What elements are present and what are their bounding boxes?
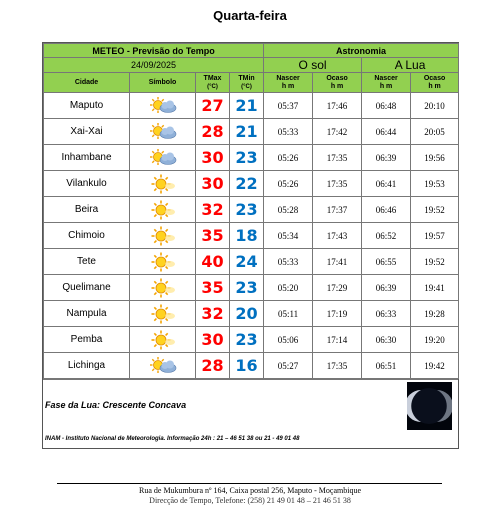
moon-set-cell: 20:05 bbox=[411, 119, 459, 145]
table-row bbox=[44, 119, 459, 145]
city-cell: Chimoio bbox=[44, 223, 130, 249]
weather-symbol bbox=[130, 145, 196, 171]
weather-symbol bbox=[130, 197, 196, 223]
sun-set-cell: 17:41 bbox=[313, 249, 362, 275]
city-cell: Pemba bbox=[44, 327, 130, 353]
moon-phase-row bbox=[43, 379, 458, 440]
sun-set-cell: 17:43 bbox=[313, 223, 362, 249]
forecast-sheet bbox=[42, 42, 459, 449]
astronomy-title: Astronomia bbox=[264, 44, 459, 58]
sun-set-cell: 17:46 bbox=[313, 93, 362, 119]
sun-rise-cell: 05:37 bbox=[264, 93, 313, 119]
sun-set-cell: 17:35 bbox=[313, 171, 362, 197]
sun-icon bbox=[130, 252, 195, 272]
moon-rise-cell: 06:48 bbox=[362, 93, 411, 119]
moon-set-cell: 19:56 bbox=[411, 145, 459, 171]
moon-rise-cell: 06:51 bbox=[362, 353, 411, 379]
sun-cloud-icon bbox=[130, 148, 195, 168]
sun-cloud-icon bbox=[130, 96, 195, 116]
moon-phase-label: Fase da Lua: bbox=[45, 400, 101, 410]
moon-set-cell: 19:52 bbox=[411, 197, 459, 223]
col-symbol: Símbolo bbox=[130, 73, 196, 93]
tmax-cell: 32 bbox=[196, 301, 230, 327]
tmin-cell: 24 bbox=[230, 249, 264, 275]
moon-rise-cell: 06:55 bbox=[362, 249, 411, 275]
sun-set-cell: 17:19 bbox=[313, 301, 362, 327]
col-sun-rise: Nascer h m bbox=[264, 73, 313, 93]
moon-rise-cell: 06:46 bbox=[362, 197, 411, 223]
tmax-cell: 35 bbox=[196, 223, 230, 249]
weather-symbol bbox=[130, 327, 196, 353]
weather-symbol bbox=[130, 353, 196, 379]
footer-address: Rua de Mukumbura nº 164, Caixa postal 256, Maputo - Moçambique bbox=[139, 486, 361, 495]
col-moon-rise: Nascer h m bbox=[362, 73, 411, 93]
sun-rise-cell: 05:34 bbox=[264, 223, 313, 249]
tmin-cell: 16 bbox=[230, 353, 264, 379]
sun-rise-cell: 05:26 bbox=[264, 171, 313, 197]
forecast-title: METEO - Previsão do Tempo bbox=[44, 44, 264, 58]
tmin-cell: 23 bbox=[230, 327, 264, 353]
table-row bbox=[44, 197, 459, 223]
city-cell: Tete bbox=[44, 249, 130, 275]
table-row bbox=[44, 353, 459, 379]
col-city: Cidade bbox=[44, 73, 130, 93]
moon-set-cell: 19:57 bbox=[411, 223, 459, 249]
sun-icon bbox=[130, 278, 195, 298]
footer-contacts: Direcção de Tempo, Telefone: (258) 21 49 01 48 – 21 46 51 38 bbox=[149, 496, 351, 505]
footer-divider bbox=[57, 483, 442, 484]
moon-rise-cell: 06:39 bbox=[362, 275, 411, 301]
sun-rise-cell: 05:27 bbox=[264, 353, 313, 379]
col-tmin: TMin (°C) bbox=[230, 73, 264, 93]
sun-set-cell: 17:14 bbox=[313, 327, 362, 353]
city-cell: Maputo bbox=[44, 93, 130, 119]
tmax-cell: 40 bbox=[196, 249, 230, 275]
tmax-cell: 30 bbox=[196, 327, 230, 353]
sun-set-cell: 17:42 bbox=[313, 119, 362, 145]
weather-symbol bbox=[130, 301, 196, 327]
tmax-cell: 35 bbox=[196, 275, 230, 301]
moon-rise-cell: 06:44 bbox=[362, 119, 411, 145]
moon-rise-cell: 06:52 bbox=[362, 223, 411, 249]
moon-rise-cell: 06:30 bbox=[362, 327, 411, 353]
moon-set-cell: 20:10 bbox=[411, 93, 459, 119]
sun-cloud-icon bbox=[130, 122, 195, 142]
table-row bbox=[44, 93, 459, 119]
tmin-cell: 23 bbox=[230, 197, 264, 223]
city-cell: Lichinga bbox=[44, 353, 130, 379]
sun-set-cell: 17:29 bbox=[313, 275, 362, 301]
city-cell: Xai-Xai bbox=[44, 119, 130, 145]
table-row bbox=[44, 327, 459, 353]
sun-rise-cell: 05:33 bbox=[264, 249, 313, 275]
moon-rise-cell: 06:39 bbox=[362, 145, 411, 171]
col-tmax: TMax (°C) bbox=[196, 73, 230, 93]
city-cell: Vilankulo bbox=[44, 171, 130, 197]
tmin-cell: 20 bbox=[230, 301, 264, 327]
weather-symbol bbox=[130, 171, 196, 197]
tmin-cell: 21 bbox=[230, 119, 264, 145]
tmax-cell: 28 bbox=[196, 119, 230, 145]
weather-symbol bbox=[130, 119, 196, 145]
forecast-table bbox=[43, 43, 459, 379]
moon-phase-image bbox=[407, 382, 452, 430]
col-moon-set: Ocaso h m bbox=[411, 73, 459, 93]
moon-set-cell: 19:42 bbox=[411, 353, 459, 379]
table-row bbox=[44, 223, 459, 249]
tmin-cell: 23 bbox=[230, 145, 264, 171]
moon-rise-cell: 06:41 bbox=[362, 171, 411, 197]
tmax-cell: 32 bbox=[196, 197, 230, 223]
table-row bbox=[44, 275, 459, 301]
sun-rise-cell: 05:26 bbox=[264, 145, 313, 171]
city-cell: Nampula bbox=[44, 301, 130, 327]
sun-rise-cell: 05:11 bbox=[264, 301, 313, 327]
tmax-cell: 27 bbox=[196, 93, 230, 119]
sun-cloud-icon bbox=[130, 356, 195, 376]
moon-set-cell: 19:28 bbox=[411, 301, 459, 327]
moon-set-cell: 19:52 bbox=[411, 249, 459, 275]
city-cell: Quelimane bbox=[44, 275, 130, 301]
tmax-cell: 28 bbox=[196, 353, 230, 379]
moon-phase-name: Crescente Concava bbox=[102, 400, 187, 410]
sun-icon bbox=[130, 200, 195, 220]
sun-set-cell: 17:35 bbox=[313, 353, 362, 379]
weather-symbol bbox=[130, 93, 196, 119]
sun-icon bbox=[130, 304, 195, 324]
moon-rise-cell: 06:33 bbox=[362, 301, 411, 327]
tmin-cell: 18 bbox=[230, 223, 264, 249]
inam-note: INAM - Instituto Nacional de Meteorologia. Informação 24h : 21 – 46 51 38 ou 21 - 49 01 48 bbox=[45, 436, 300, 442]
moon-set-cell: 19:41 bbox=[411, 275, 459, 301]
tmax-cell: 30 bbox=[196, 145, 230, 171]
sun-rise-cell: 05:28 bbox=[264, 197, 313, 223]
sun-rise-cell: 05:33 bbox=[264, 119, 313, 145]
forecast-date: 24/09/2025 bbox=[44, 58, 264, 73]
moon-set-cell: 19:53 bbox=[411, 171, 459, 197]
sun-set-cell: 17:37 bbox=[313, 197, 362, 223]
sun-icon bbox=[130, 174, 195, 194]
weather-symbol bbox=[130, 249, 196, 275]
table-row bbox=[44, 145, 459, 171]
sun-icon bbox=[130, 226, 195, 246]
tmax-cell: 30 bbox=[196, 171, 230, 197]
city-cell: Inhambane bbox=[44, 145, 130, 171]
table-row bbox=[44, 249, 459, 275]
moon-set-cell: 19:20 bbox=[411, 327, 459, 353]
tmin-cell: 22 bbox=[230, 171, 264, 197]
table-row bbox=[44, 301, 459, 327]
weather-symbol bbox=[130, 223, 196, 249]
sun-set-cell: 17:35 bbox=[313, 145, 362, 171]
city-cell: Beira bbox=[44, 197, 130, 223]
sun-icon bbox=[130, 330, 195, 350]
tmin-cell: 21 bbox=[230, 93, 264, 119]
sun-header: O sol bbox=[264, 58, 362, 73]
moon-header: A Lua bbox=[362, 58, 459, 73]
sun-rise-cell: 05:20 bbox=[264, 275, 313, 301]
tmin-cell: 23 bbox=[230, 275, 264, 301]
weather-symbol bbox=[130, 275, 196, 301]
sun-rise-cell: 05:06 bbox=[264, 327, 313, 353]
day-title: Quarta-feira bbox=[213, 8, 287, 23]
col-sun-set: Ocaso h m bbox=[313, 73, 362, 93]
table-row bbox=[44, 171, 459, 197]
